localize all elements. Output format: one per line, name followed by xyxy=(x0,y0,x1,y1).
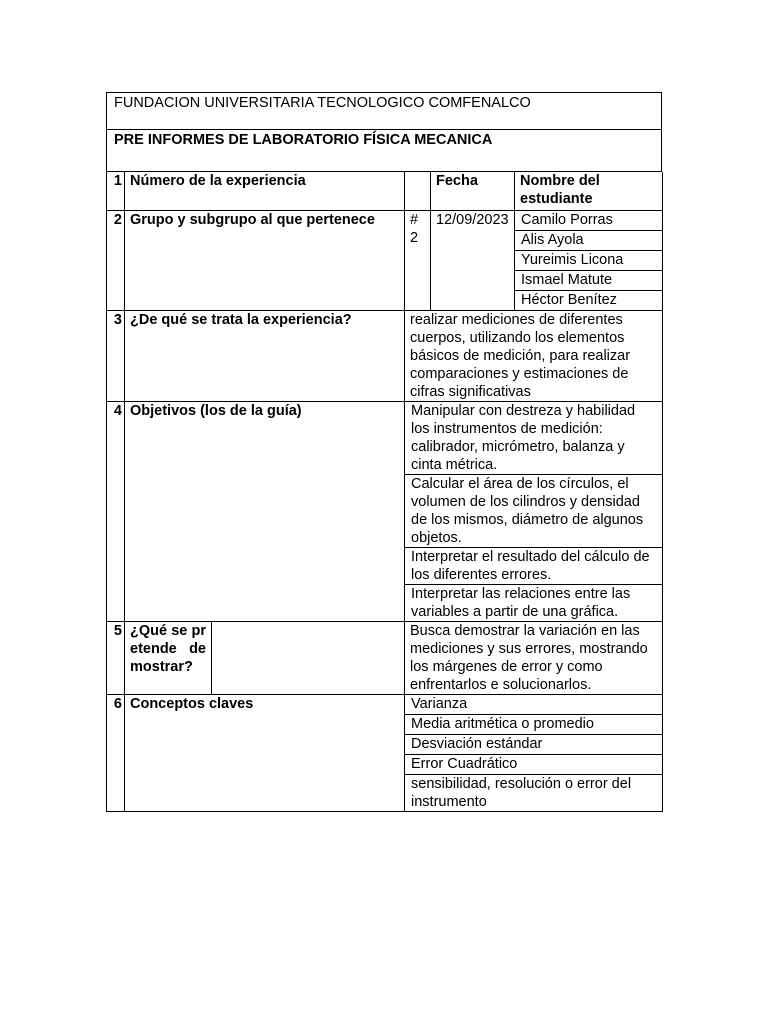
row-number: 1 xyxy=(107,172,125,210)
student-name: Alis Ayola xyxy=(515,230,662,250)
date-value: 12/09/2023 xyxy=(431,210,515,310)
objective-item: Manipular con destreza y habilidad los instrumentos de medición: calibrador, micrómetro, balanza y cinta métrica. xyxy=(411,402,636,473)
table-row-2 xyxy=(107,210,663,310)
table-row-1 xyxy=(107,172,663,210)
group-value: # 2 xyxy=(405,210,431,310)
row-number: 2 xyxy=(107,210,125,310)
table-row-4 xyxy=(107,401,663,621)
date-label: Fecha xyxy=(431,172,515,210)
demonstration-description: Busca demostrar la variación en las mediciones y sus errores, mostrando los márgenes de error y como enfrentarlos e solucionarlos. xyxy=(405,621,663,694)
row-label: Conceptos claves xyxy=(125,694,405,811)
concept-item: Desviación estándar xyxy=(405,734,662,754)
objectives-list xyxy=(405,401,663,621)
empty-cell xyxy=(212,621,405,694)
table-row-5 xyxy=(107,621,663,694)
objective-item: Calcular el área de los círculos, el volumen de los cilindros y densidad de los mismos, diámetro de algunos objetos. xyxy=(405,474,662,547)
row-number: 5 xyxy=(107,621,125,694)
row-label: Grupo y subgrupo al que pertenece xyxy=(125,210,405,310)
row-label: ¿De qué se trata la experiencia? xyxy=(125,310,405,401)
row-number: 3 xyxy=(107,310,125,401)
experience-description: realizar mediciones de diferentes cuerpos, utilizando los elementos básicos de medición, para realizar comparaciones y estimaciones de cifras significativas xyxy=(405,310,663,401)
row-number: 6 xyxy=(107,694,125,811)
student-name: Héctor Benítez xyxy=(515,290,662,310)
institution-header: FUNDACION UNIVERSITARIA TECNOLOGICO COMFENALCO xyxy=(106,92,662,130)
report-table xyxy=(106,172,663,812)
student-name: Ismael Matute xyxy=(515,270,662,290)
key-concepts-list xyxy=(405,694,663,811)
concept-item: Error Cuadrático xyxy=(405,754,662,774)
page-title: PRE INFORMES DE LABORATORIO FÍSICA MECANICA xyxy=(106,130,662,172)
row-label: ¿Qué se pretende demostrar? xyxy=(125,621,212,694)
table-row-3 xyxy=(107,310,663,401)
concept-item: sensibilidad, resolución o error del instrumento xyxy=(405,774,662,811)
concept-item: Varianza xyxy=(411,695,468,712)
row-label: Número de la experiencia xyxy=(125,172,405,210)
table-row-6 xyxy=(107,694,663,811)
concept-item: Media aritmética o promedio xyxy=(405,714,662,734)
row-label: Objetivos (los de la guía) xyxy=(125,401,405,621)
student-name: Yureimis Licona xyxy=(515,250,662,270)
experiment-number-value xyxy=(405,172,431,210)
row-number: 4 xyxy=(107,401,125,621)
student-name: Camilo Porras xyxy=(521,211,613,228)
document xyxy=(106,92,662,812)
student-list xyxy=(515,210,663,310)
student-name-label: Nombre del estudiante xyxy=(515,172,663,210)
objective-item: Interpretar el resultado del cálculo de los diferentes errores. xyxy=(405,547,662,584)
objective-item: Interpretar las relaciones entre las variables a partir de una gráfica. xyxy=(405,584,662,621)
